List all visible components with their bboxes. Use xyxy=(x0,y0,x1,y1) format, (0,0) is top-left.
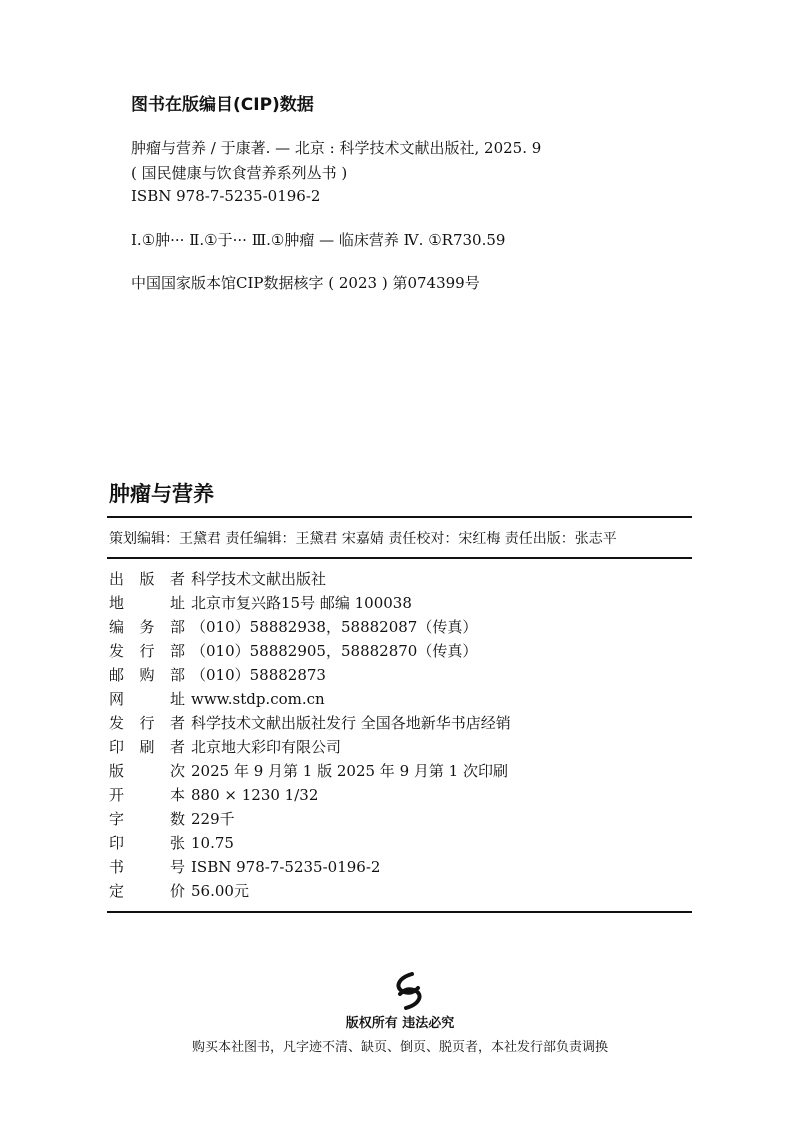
info-label: 发行部 xyxy=(109,642,185,660)
info-value: （010）58882873 xyxy=(191,666,326,684)
info-label: 邮购部 xyxy=(109,666,185,684)
divider xyxy=(107,516,692,518)
divider xyxy=(107,911,692,913)
info-row xyxy=(109,856,380,880)
info-value: 10.75 xyxy=(191,834,234,852)
info-value: （010）58882905，58882870（传真） xyxy=(191,642,478,660)
info-row xyxy=(109,664,326,688)
info-row xyxy=(109,808,235,832)
info-label: 编务部 xyxy=(109,618,185,636)
info-label: 版次 xyxy=(109,762,185,780)
info-value: 880 × 1230 1/32 xyxy=(191,786,319,804)
info-value: 北京市复兴路15号 邮编 100038 xyxy=(191,594,412,612)
info-label: 字数 xyxy=(109,810,185,828)
divider xyxy=(107,557,692,559)
editors-line: 策划编辑：王黛君 责任编辑：王黛君 宋嘉婧 责任校对：宋红梅 责任出版：张志平 xyxy=(109,531,617,547)
info-label: 印张 xyxy=(109,834,185,852)
publisher-logo-icon xyxy=(388,972,430,1010)
info-row xyxy=(109,592,412,616)
info-value: （010）58882938，58882087（传真） xyxy=(191,618,478,636)
info-row xyxy=(109,736,341,760)
info-value: 北京地大彩印有限公司 xyxy=(191,738,342,756)
info-row xyxy=(109,616,477,640)
info-value: 2025 年 9 月第 1 版 2025 年 9 月第 1 次印刷 xyxy=(191,762,508,780)
info-label: 定价 xyxy=(109,882,185,900)
info-row xyxy=(109,640,477,664)
info-row xyxy=(109,712,511,736)
info-label: 发行者 xyxy=(109,714,185,732)
cip-line-3: ISBN 978-7-5235-0196-2 xyxy=(131,187,321,205)
info-label: 出版者 xyxy=(109,570,185,588)
return-policy-notice: 购买本社图书，凡字迹不清、缺页、倒页、脱页者，本社发行部负责调换 xyxy=(191,1040,608,1055)
info-label: 开本 xyxy=(109,786,185,804)
info-row xyxy=(109,688,325,712)
info-value: 科学技术文献出版社 xyxy=(191,570,327,588)
cip-line-4: Ⅰ.①肿··· Ⅱ.①于··· Ⅲ.①肿瘤 — 临床营养 Ⅳ. ①R730.59 xyxy=(131,231,506,249)
cip-line-2: ( 国民健康与饮食营养系列丛书 ) xyxy=(131,164,348,182)
info-row xyxy=(109,832,234,856)
info-label: 地址 xyxy=(109,594,185,612)
info-row xyxy=(109,880,249,904)
info-value: ISBN 978-7-5235-0196-2 xyxy=(191,858,381,876)
info-label: 网址 xyxy=(109,690,185,708)
info-row xyxy=(109,760,508,784)
info-value: 科学技术文献出版社发行 全国各地新华书店经销 xyxy=(191,714,511,732)
info-label: 印刷者 xyxy=(109,738,185,756)
cip-line-5: 中国国家版本馆CIP数据核字 ( 2023 ) 第074399号 xyxy=(131,274,480,292)
info-value: 56.00元 xyxy=(191,882,249,900)
cip-line-1: 肿瘤与营养 / 于康著. — 北京 : 科学技术文献出版社, 2025. 9 xyxy=(131,139,542,157)
cip-heading: 图书在版编目(CIP)数据 xyxy=(131,95,314,115)
book-title: 肿瘤与营养 xyxy=(109,482,214,506)
info-row xyxy=(109,784,318,808)
info-value: 229千 xyxy=(191,810,235,828)
copyright-notice: 版权所有 违法必究 xyxy=(345,1016,455,1031)
info-row xyxy=(109,568,326,592)
info-label: 书号 xyxy=(109,858,185,876)
info-value: www.stdp.com.cn xyxy=(191,690,325,708)
